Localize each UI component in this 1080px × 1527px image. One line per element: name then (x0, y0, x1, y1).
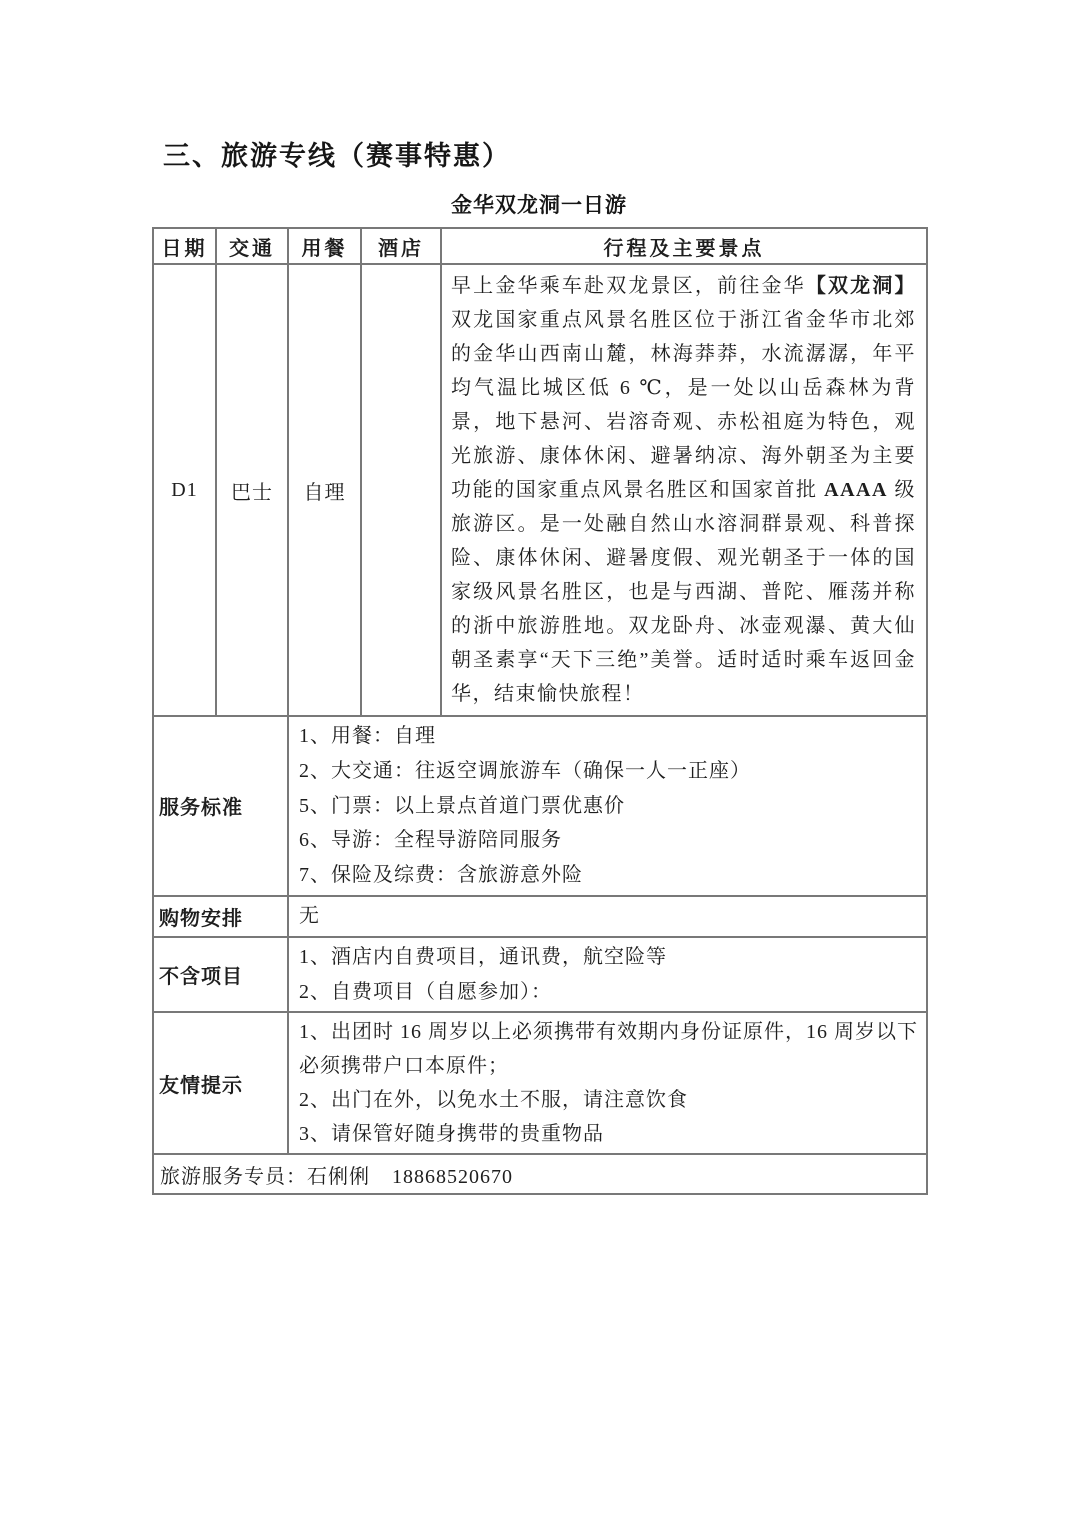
tip-item: 2、出门在外，以免水土不服，请注意饮食 (299, 1089, 688, 1112)
table-header-row (153, 228, 927, 264)
day-cell: D1 (153, 264, 216, 716)
shopping-row (153, 896, 927, 937)
meals-cell: 自理 (288, 264, 361, 716)
excluded-item: 2、自费项目（自愿参加）： (299, 980, 552, 1003)
service-standard-row (153, 716, 927, 896)
itinerary-bold-segment: 【双龙洞】 (805, 275, 917, 297)
tip-item: 1、出团时 16 周岁以上必须携带有效期内身份证原件，16 周岁以下必须携带户口本原件； (299, 1021, 918, 1078)
itinerary-bold-segment: AAAA (824, 479, 888, 501)
service-agent-label: 旅游服务专员： (160, 1165, 307, 1188)
section-title: 三、旅游专线（赛事特惠） (163, 141, 511, 171)
table-title: 金华双龙洞一日游 (451, 193, 627, 217)
service-agent-row (153, 1154, 927, 1194)
header-itinerary: 行程及主要景点 (441, 228, 927, 264)
header-meals: 用餐 (288, 228, 361, 264)
service-agent-phone: 18868520670 (392, 1165, 513, 1188)
excluded-items-content (288, 937, 927, 1013)
excluded-items-label: 不含项目 (153, 937, 288, 1013)
service-item: 1、用餐：自理 (299, 725, 436, 747)
service-agent-cell (153, 1154, 927, 1194)
header-hotel: 酒店 (361, 228, 441, 264)
tips-row (153, 1012, 927, 1154)
service-standard-content (288, 716, 927, 896)
service-item: 7、保险及综费：含旅游意外险 (299, 864, 583, 887)
tip-item: 3、请保管好随身携带的贵重物品 (299, 1123, 604, 1146)
service-item: 5、门票：以上景点首道门票优惠价 (299, 794, 625, 817)
header-date: 日期 (153, 228, 216, 264)
service-item: 6、导游：全程导游陪同服务 (299, 829, 562, 852)
shopping-label: 购物安排 (153, 896, 288, 937)
service-agent-name: 石俐俐 (307, 1165, 370, 1188)
tips-label: 友情提示 (153, 1012, 288, 1154)
service-standard-label: 服务标准 (153, 716, 288, 896)
itinerary-text-segment: 级旅游区。是一处融自然山水溶洞群景观、科普探险、康体休闲、避暑度假、观光朝圣于一体的国家级风景名胜区，也是与西湖、普陀、雁荡并称的浙中旅游胜地。双龙卧舟、冰壶观瀑、黄大仙朝圣素享“天下三绝”美誉。适时适时乘车返回金华，结束愉快旅程！ (451, 479, 917, 705)
transport-cell: 巴士 (216, 264, 288, 716)
tour-table (152, 227, 928, 1195)
header-transport: 交通 (216, 228, 288, 264)
service-item: 2、大交通：往返空调旅游车（确保一人一正座） (299, 759, 751, 782)
itinerary-text-segment: 早上金华乘车赴双龙景区，前往金华 (451, 275, 806, 297)
shopping-content: 无 (288, 896, 927, 937)
tips-content (288, 1012, 927, 1154)
itinerary-cell (441, 264, 927, 716)
excluded-item: 1、酒店内自费项目，通讯费，航空险等 (299, 945, 667, 968)
itinerary-text-segment: 双龙国家重点风景名胜区位于浙江省金华市北郊的金华山西南山麓，林海莽莽，水流潺潺，年平均气温比城区低 6 ℃，是一处以山岳森林为背景，地下悬河、岩溶奇观、赤松祖庭为特色，观光旅游、康体休闲、避暑纳凉、海外朝圣为主要功能的国家重点风景名胜区和国家首批 (451, 309, 916, 501)
excluded-items-row (153, 937, 927, 1013)
day-row (153, 264, 927, 716)
hotel-cell (361, 264, 441, 716)
